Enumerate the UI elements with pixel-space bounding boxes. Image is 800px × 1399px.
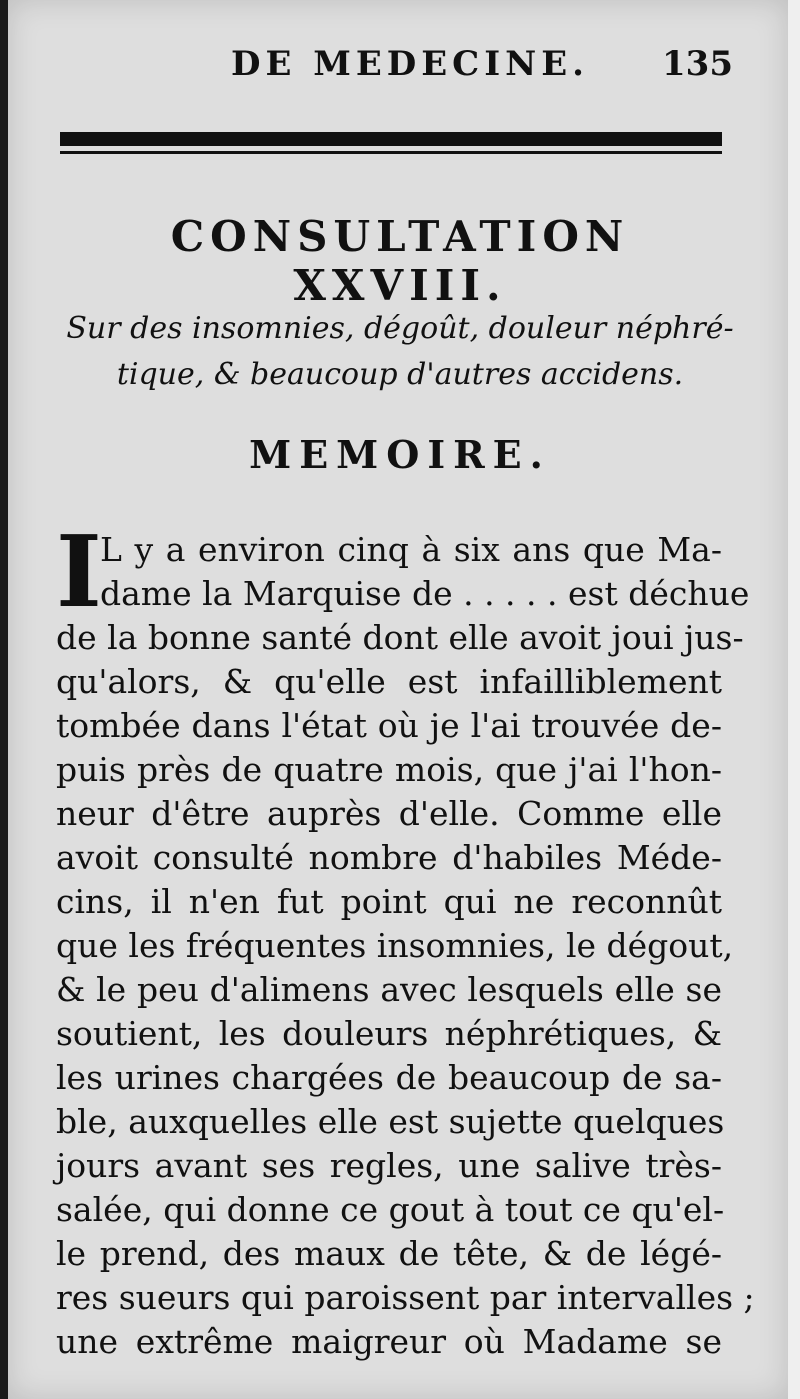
text-line: avoit consulté nombre d'habiles Méde- — [56, 838, 722, 877]
header-rule — [60, 132, 722, 154]
text-line: res sueurs qui paroissent par intervalles ; — [56, 1278, 755, 1317]
text-line: qu'alors, & qu'elle est infailliblement — [56, 662, 722, 701]
text-line: que les fréquentes insomnies, le dégout, — [56, 926, 734, 965]
drop-cap: I — [56, 515, 102, 630]
text-line: puis près de quatre mois, que j'ai l'hon- — [56, 750, 722, 789]
page-left-edge — [0, 0, 8, 1399]
section-title: MEMOIRE. — [249, 432, 551, 477]
page-number: 135 — [662, 44, 733, 84]
text-line: jours avant ses regles, une salive très- — [56, 1146, 722, 1185]
text-line: L y a environ cinq à six ans que Ma- — [100, 530, 722, 569]
text-line: cins, il n'en fut point qui ne reconnût — [56, 882, 722, 921]
text-line: & le peu d'alimens avec lesquels elle se — [56, 970, 722, 1009]
consultation-heading: CONSULTATION XXVIII. — [170, 212, 630, 310]
running-head: DE MEDECINE. — [231, 44, 589, 84]
consultation-subtitle — [60, 306, 740, 398]
page-right-edge — [788, 0, 800, 1399]
text-line: les urines chargées de beaucoup de sa- — [56, 1058, 722, 1097]
text-line: de la bonne santé dont elle avoit joui jus- — [56, 618, 744, 657]
text-line: ble, auxquelles elle est sujette quelques — [56, 1102, 725, 1141]
text-line: salée, qui donne ce gout à tout ce qu'el- — [56, 1190, 725, 1229]
text-line: soutient, les douleurs néphrétiques, & — [56, 1014, 722, 1053]
text-line: une extrême maigreur où Madame se — [56, 1322, 722, 1361]
text-line: dame la Marquise de . . . . . est déchue — [100, 574, 750, 613]
text-line: neur d'être auprès d'elle. Comme elle — [56, 794, 722, 833]
text-line: le prend, des maux de tête, & de légé- — [56, 1234, 722, 1273]
subtitle-line-2: tique, & beaucoup d'autres accidens. — [116, 357, 684, 392]
text-line: tombée dans l'état où je l'ai trouvée de- — [56, 706, 722, 745]
subtitle-line-1: Sur des insomnies, dégoût, douleur néphré- — [66, 311, 734, 346]
